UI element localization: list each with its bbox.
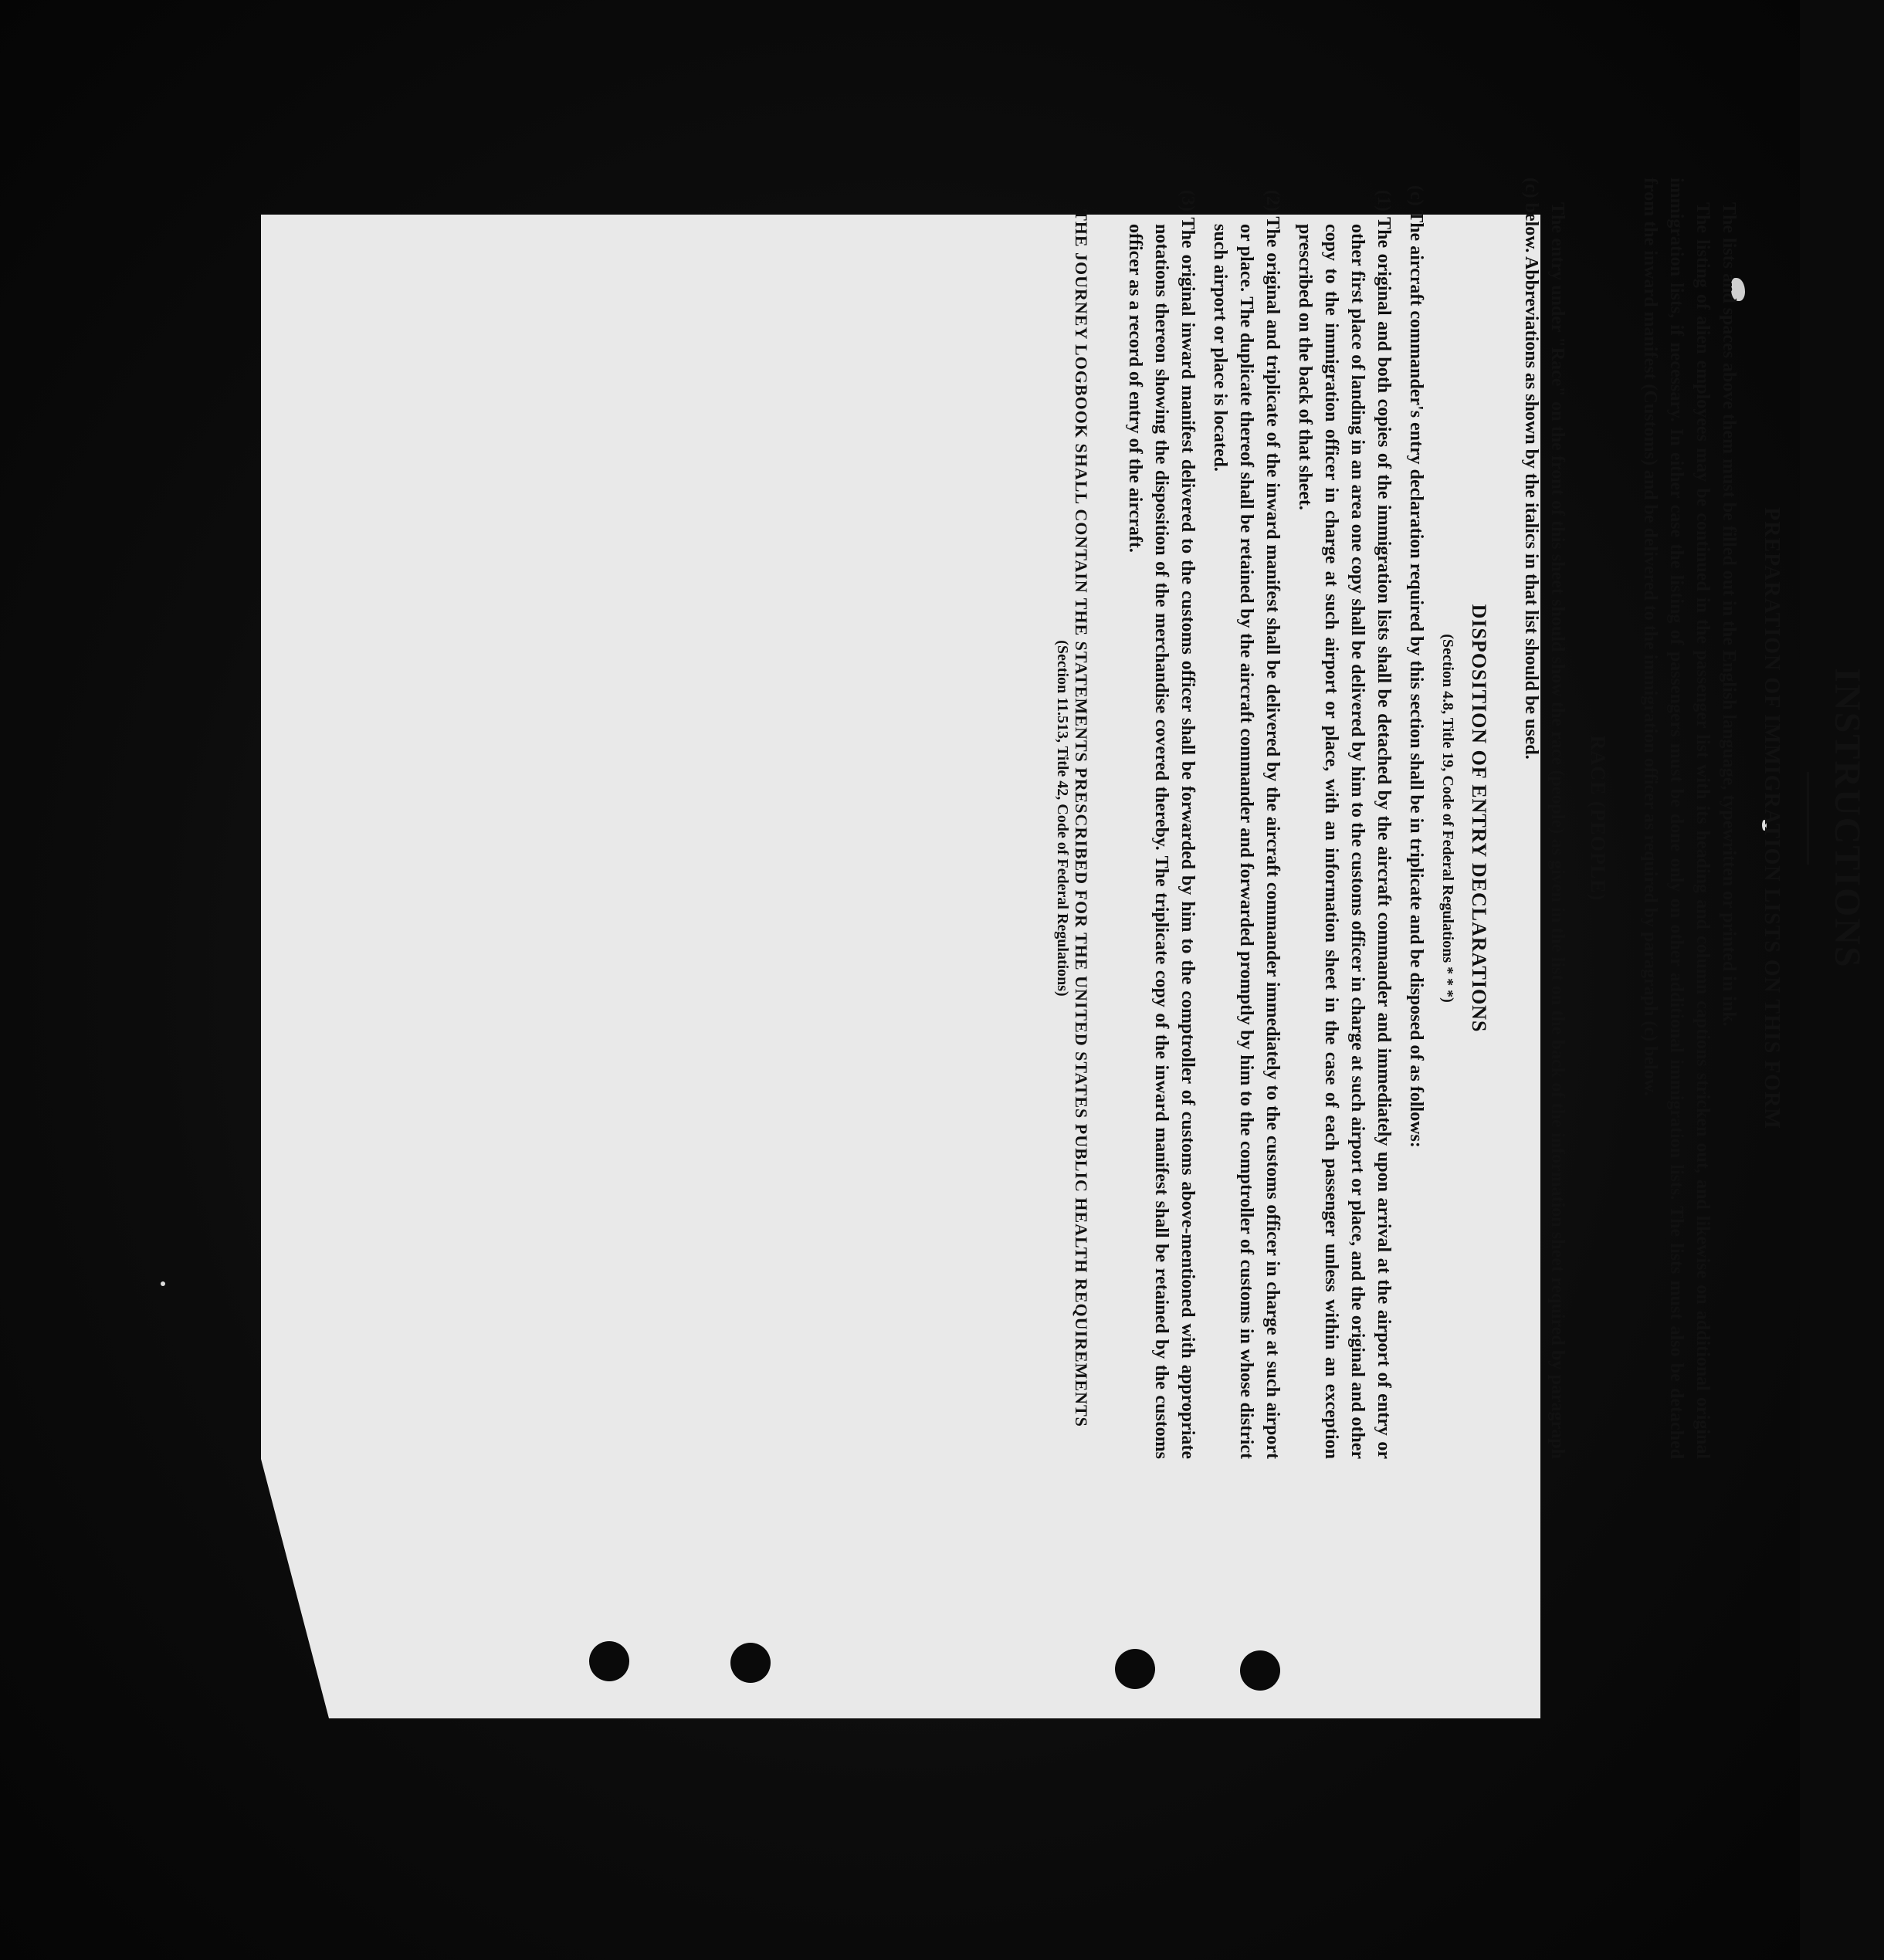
punch-hole: [1115, 1649, 1155, 1689]
scan-speck: [161, 1281, 165, 1286]
preparation-heading: PREPARATION OF IMMIGRATION LISTS ON THIS FORM: [1760, 507, 1784, 1129]
journey-logbook-statement: THE JOURNEY LOGBOOK SHALL CONTAIN THE STATEMENTS PRESCRIBED FOR THE UNITED STATES PUBLIC HEALTH REQUIREMENTS: [1072, 209, 1091, 1427]
disposition-item-2: (2) The original and triplicate of the inward manifest shall be delivered by the aircraft commander immediately to the customs officer in charge at such airport or place. The duplicate thereof shall be retained by the aircraft commander and forwarded promptly by him to the comptroller of customs in whose district such airport or place is located.: [1210, 190, 1283, 1459]
disposition-item-3: (3) The original inward manifest delivered to the customs officer shall be forwarded by him to the comptroller of customs above-mentioned with appropriate notations thereon showing the disposition of the merchandise covered thereby. The triplicate copy of the inward manifest shall be retained by the customs officer as a record of entry of the aircraft.: [1125, 190, 1198, 1459]
disposition-item-1: (1) The original and both copies of the immigration lists shall be detached by the aircraft commander and immediately upon arrival at the airport of entry or other first place of landing in an area one copy shall be delivered by him to the customs officer in charge at such airport or place, and the original and other copy to the immigration officer in charge at such airport or place, with an information sheet in the case of each passenger unless within an exception prescribed on the back of that sheet.: [1295, 190, 1394, 1459]
disposition-citation: (Section 4.8, Title 19, Code of Federal Regulations * * *): [1439, 634, 1456, 1003]
race-paragraph: The entry under "Race" on the front of this sheet should show the race (people) as given in the list on the back of the information sheet required by paragraph (c) below. Abbreviations as shown by the italics in that list should be used.: [1521, 178, 1567, 1459]
document-title: INSTRUCTIONS: [1827, 668, 1868, 969]
disposition-lead: (c) The aircraft commander's entry declaration required by this section shall be in triplicate and be disposed of as follows:: [1406, 185, 1426, 1148]
preparation-paragraph-1: The lists and spaces above them must be filled out in the English language, typewritten or printed in ink.: [1719, 202, 1739, 1027]
journey-citation: (Section 11.513, Title 42, Code of Federal Regulations): [1054, 640, 1071, 997]
instructions-text-block: [741, 124, 1884, 1513]
title-underline: [1807, 772, 1809, 865]
punch-hole: [730, 1643, 771, 1683]
punch-hole: [589, 1641, 629, 1681]
disposition-heading: DISPOSITION OF ENTRY DECLARATIONS: [1468, 604, 1490, 1033]
preparation-paragraph-2: The listing of alien employees may be continued in the passenger list with its heading and column captions stricken out, and likewise on additional original immigration lists, if necessary. In either case the listing of passengers must be done only on other additional immigration lists. The lists must also be detached from the inward manifest (Customs) and be delivered to the immigration officer as required by paragraph (c) below.: [1640, 178, 1713, 1459]
punch-hole: [1240, 1650, 1280, 1691]
race-heading: RACE (PEOPLE): [1587, 735, 1609, 902]
